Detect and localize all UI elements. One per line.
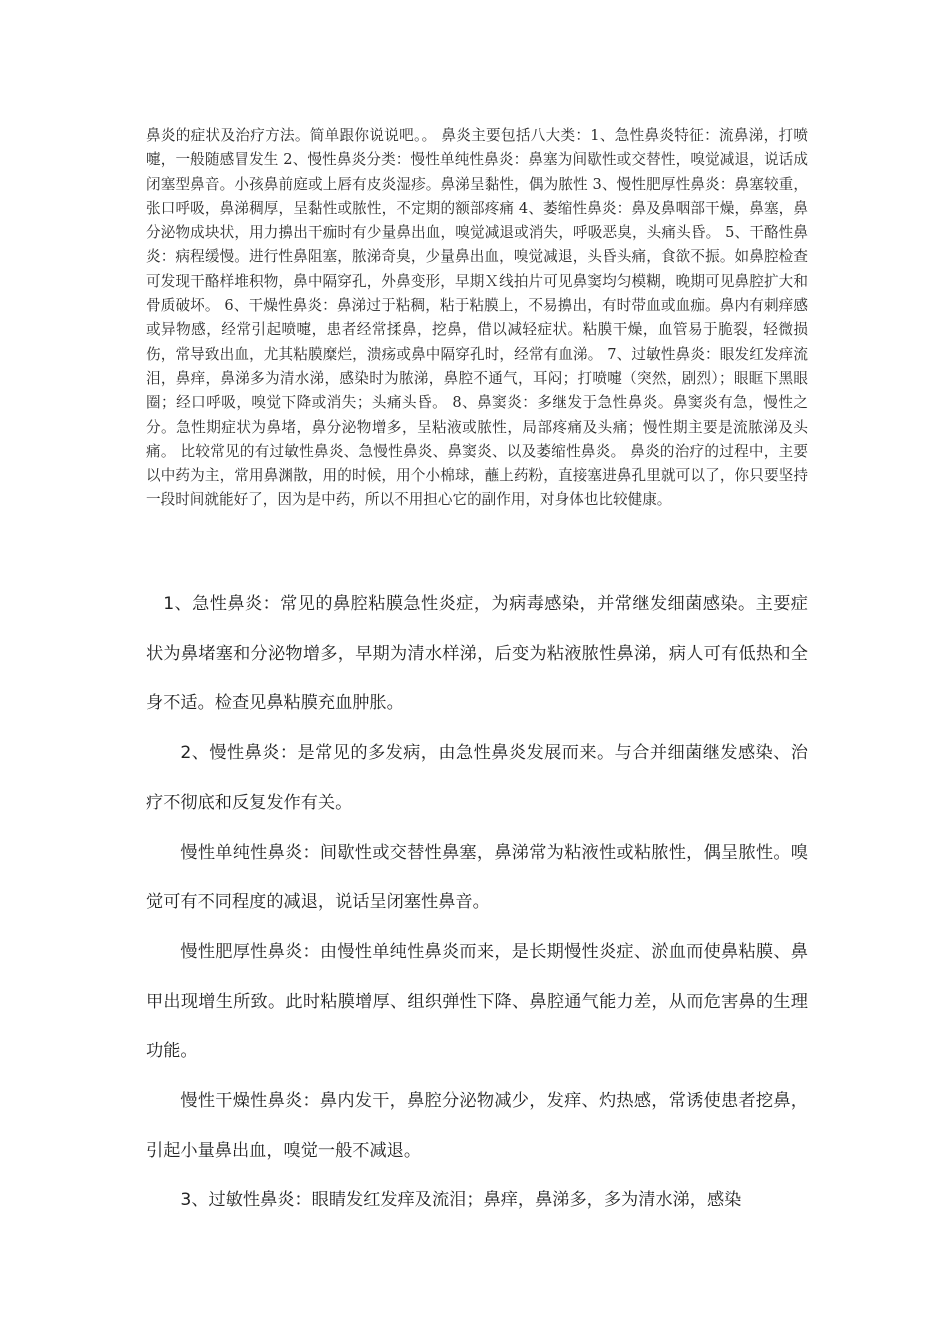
paragraph-chronic-hypertrophic-rhinitis: 慢性肥厚性鼻炎：由慢性单纯性鼻炎而来，是长期慢性炎症、淤血而使鼻粘膜、鼻甲出现增生所致。此时粘膜增厚、组织弹性下降、鼻腔通气能力差，从而危害鼻的生理功能。 <box>146 941 808 1062</box>
summary-paragraph: 鼻炎的症状及治疗方法。简单跟你说说吧。。 鼻炎主要包括八大类：1、急性鼻炎特征：流鼻涕，打喷嚏，一般随感冒发生 2、慢性鼻炎分类：慢性单纯性鼻炎：鼻塞为间歇性或交替性，嗅觉减退，说话成闭塞型鼻音。小孩鼻前庭或上唇有皮炎湿疹。鼻涕呈黏性，偶为脓性 3、慢性肥厚性鼻炎：鼻塞较重，张口呼吸，鼻涕稠厚，呈黏性或脓性，不定期的额部疼痛 4、萎缩性鼻炎：鼻及鼻咽部干燥，鼻塞，鼻分泌物成块状，用力擤出干痂时有少量鼻出血，嗅觉减退或消失，呼吸恶臭，头痛头昏。 5、干酪性鼻炎：病程缓慢。进行性鼻阻塞，脓涕奇臭，少量鼻出血，嗅觉减退，头昏头痛，食欲不振。如鼻腔检查可发现干酪样堆积物，鼻中隔穿孔，外鼻变形，早期Ｘ线拍片可见鼻窦均匀模糊，晚期可见鼻腔扩大和骨质破坏。 6、干燥性鼻炎：鼻涕过于粘稠，粘于粘膜上，不易擤出，有时带血或血痂。鼻内有刺痒感或异物感，经常引起喷嚏，患者经常揉鼻，挖鼻，借以减轻症状。粘膜干燥，血管易于脆裂，轻微损伤，常导致出血，尤其粘膜糜烂，溃疡或鼻中隔穿孔时，经常有血涕。 7、过敏性鼻炎：眼发红发痒流泪，鼻痒，鼻涕多为清水涕，感染时为脓涕，鼻腔不通气，耳闷；打喷嚏（突然，剧烈）；眼眶下黑眼圈；经口呼吸，嗅觉下降或消失；头痛头昏。 8、鼻窦炎：多继发于急性鼻炎。鼻窦炎有急，慢性之分。急性期症状为鼻堵，鼻分泌物增多，呈粘液或脓性，局部疼痛及头痛；慢性期主要是流脓涕及头痛。 比较常见的有过敏性鼻炎、急慢性鼻炎、鼻窦炎、以及萎缩性鼻炎。 鼻炎的治疗的过程中，主要以中药为主，常用鼻渊散，用的时候，用个小棉球，蘸上药粉，直接塞进鼻孔里就可以了，你只要坚持一段时间就能好了，因为是中药，所以不用担心它的副作用，对身体也比较健康。 <box>146 127 808 509</box>
paragraph-chronic-rhinitis: 2、慢性鼻炎：是常见的多发病，由急性鼻炎发展而来。与合并细菌继发感染、治疗不彻底和反复发作有关。 <box>146 743 808 813</box>
paragraph-chronic-dry-rhinitis: 慢性干燥性鼻炎：鼻内发干，鼻腔分泌物减少，发痒、灼热感，常诱使患者挖鼻，引起小量鼻出血，嗅觉一般不减退。 <box>146 1091 808 1161</box>
paragraph-allergic-rhinitis: 3、过敏性鼻炎：眼睛发红发痒及流泪；鼻痒，鼻涕多，多为清水涕，感染 <box>180 1190 742 1211</box>
article-body <box>146 580 808 1226</box>
paragraph-acute-rhinitis: 1、急性鼻炎：常见的鼻腔粘膜急性炎症，为病毒感染，并常继发细菌感染。主要症状为鼻堵塞和分泌物增多，早期为清水样涕，后变为粘液脓性鼻涕，病人可有低热和全身不适。检查见鼻粘膜充血肿胀。 <box>146 594 808 714</box>
paragraph-chronic-simple-rhinitis: 慢性单纯性鼻炎：间歇性或交替性鼻塞，鼻涕常为粘液性或粘脓性，偶呈脓性。嗅觉可有不同程度的减退，说话呈闭塞性鼻音。 <box>146 842 808 913</box>
